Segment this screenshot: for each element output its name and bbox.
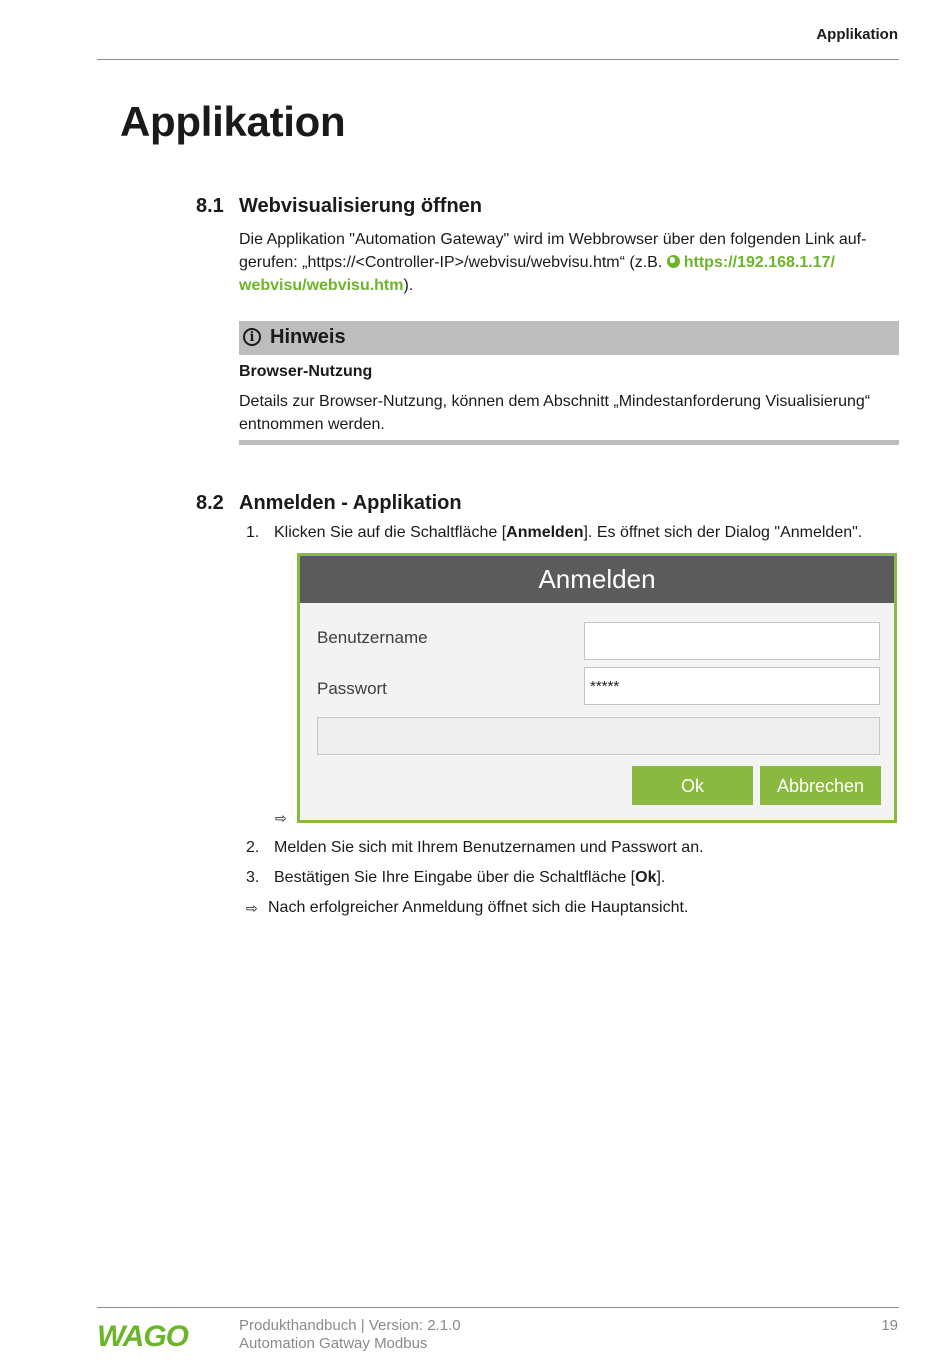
globe-icon — [667, 255, 680, 268]
step-number: 1. — [246, 524, 260, 541]
paragraph-line — [239, 251, 899, 274]
step-text — [274, 524, 862, 542]
section-paragraph — [239, 228, 899, 297]
result-arrow-icon: ⇨ — [275, 810, 287, 826]
note-text-line: Details zur Browser-Nutzung, können dem Abschnitt „Mindestanforderung Visualisierung“ — [239, 393, 871, 410]
header-rule — [97, 59, 899, 60]
wago-logo — [97, 1319, 193, 1351]
footer-manual-version: Produkthandbuch | Version: 2.1.0 — [239, 1317, 461, 1334]
step-number: 3. — [246, 869, 260, 886]
step-text: Melden Sie sich mit Ihrem Benutzernamen und Passwort an. — [274, 839, 704, 856]
step-text-part: Bestätigen Sie Ihre Eingabe über die Schaltfläche [ — [274, 869, 636, 886]
step-text-part: Klicken Sie auf die Schaltfläche [ — [274, 524, 507, 541]
note-title: Hinweis — [270, 326, 346, 348]
footer-rule — [97, 1307, 899, 1308]
info-icon: i — [243, 328, 261, 346]
footer-product-name: Automation Gatway Modbus — [239, 1335, 428, 1352]
step-text-bold: Anmelden — [506, 524, 584, 541]
paragraph-line — [239, 274, 899, 297]
section-number: 8.1 — [196, 195, 224, 217]
note-subtitle: Browser-Nutzung — [239, 363, 373, 380]
dialog-title: Anmelden — [300, 556, 894, 603]
login-dialog — [297, 553, 897, 823]
note-text — [239, 390, 899, 436]
step-text-part: ]. Es öffnet sich der Dialog "Anmelden". — [583, 524, 863, 541]
username-input[interactable] — [584, 622, 880, 660]
message-area — [317, 717, 880, 755]
result-arrow-icon: ⇨ — [246, 900, 258, 916]
paragraph-line: Die Applikation "Automation Gateway" wird im Webbrowser über den folgenden Link auf- — [239, 231, 867, 248]
step-text-bold: Ok — [635, 869, 657, 886]
username-label: Benutzername — [317, 628, 428, 647]
password-label: Passwort — [317, 679, 387, 698]
section-title: Anmelden - Applikation — [239, 492, 462, 514]
password-input[interactable] — [584, 667, 880, 705]
paragraph-text: ). — [403, 277, 414, 294]
step-text — [274, 869, 665, 887]
step-number: 2. — [246, 839, 260, 856]
url-link-continued[interactable]: webvisu/webvisu.htm — [239, 277, 404, 294]
logo-text: WAGO — [97, 1320, 188, 1351]
paragraph-text: gerufen: „https://<Controller-IP>/webvisu/webvisu.htm“ (z.B. — [239, 254, 667, 271]
url-link[interactable]: https://192.168.1.17/ — [683, 254, 835, 271]
step-text-part: ]. — [656, 869, 666, 886]
note-header — [239, 321, 899, 355]
section-title: Webvisualisierung öffnen — [239, 195, 482, 217]
note-text-line: entnommen werden. — [239, 416, 385, 433]
cancel-button[interactable]: Abbrechen — [760, 766, 881, 805]
result-text: Nach erfolgreicher Anmeldung öffnet sich die Hauptansicht. — [268, 899, 689, 916]
chapter-title: Applikation — [120, 98, 346, 145]
running-header: Applikation — [816, 26, 898, 43]
note-bottom-rule — [239, 440, 899, 445]
ok-button[interactable]: Ok — [632, 766, 753, 805]
page-number: 19 — [881, 1317, 898, 1334]
section-number: 8.2 — [196, 492, 224, 514]
